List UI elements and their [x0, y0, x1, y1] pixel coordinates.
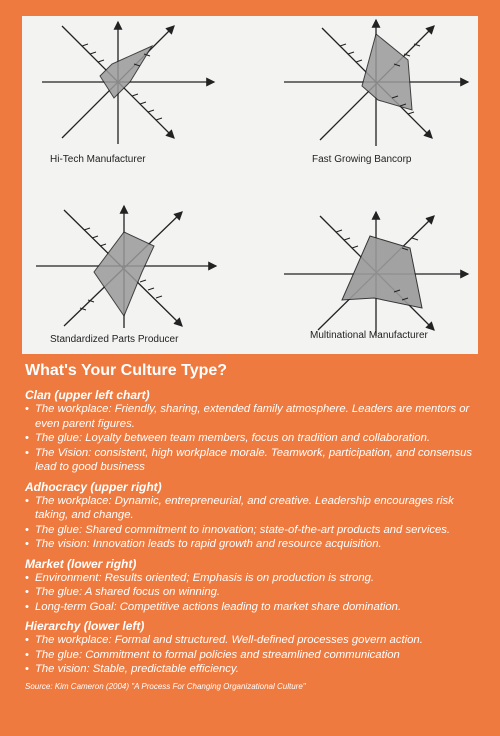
- section-title: Market (lower right): [25, 556, 137, 571]
- bullet-glyph: •: [25, 586, 29, 598]
- chart-label: Hi-Tech Manufacturer: [50, 154, 146, 165]
- bullet-glyph: •: [25, 634, 29, 646]
- bullet-item: [25, 402, 487, 431]
- bullet-item: [25, 648, 487, 663]
- bullet-item: [25, 494, 487, 523]
- bullet-text: The Vision: consistent, high workplace morale. Teamwork, participation, and consensus lead to good business: [35, 446, 473, 473]
- bullet-glyph: •: [25, 523, 29, 536]
- bullet-glyph: •: [25, 600, 29, 613]
- bullet-text: The vision: Innovation leads to rapid growth and resource acquisition.: [35, 538, 382, 550]
- chart-standardized-parts: [36, 206, 216, 345]
- bullet-glyph: •: [25, 648, 29, 661]
- culture-sections: [25, 388, 487, 677]
- bullet-glyph: •: [25, 432, 29, 444]
- culture-section: [25, 557, 487, 615]
- culture-profile-shape: [362, 34, 412, 110]
- bullet-glyph: •: [25, 403, 29, 415]
- chart-fast-growing-bancorp: [284, 20, 468, 165]
- section-title: Adhocracy (upper right): [25, 479, 162, 494]
- bullet-text: The workplace: Dynamic, entrepreneurial, and creative. Leadership encourages risk taking, and change.: [35, 494, 454, 521]
- chart-label: Fast Growing Bancorp: [312, 154, 412, 165]
- culture-section: [25, 619, 487, 677]
- bullet-item: [25, 537, 487, 552]
- culture-profile-shape: [342, 236, 422, 308]
- section-title: Hierarchy (lower left): [25, 619, 145, 633]
- bullet-text: The glue: Loyalty between team members, focus on tradition and collaboration.: [35, 432, 430, 444]
- bullet-text: Long-term Goal: Competitive actions leading to market share domination.: [35, 600, 402, 613]
- culture-charts-photo: [22, 16, 478, 354]
- bullet-text: The workplace: Friendly, sharing, extended family atmosphere. Leaders are mentors or even parent figures.: [35, 403, 470, 430]
- bullet-glyph: •: [25, 494, 29, 507]
- page-title: What's Your Culture Type?: [25, 362, 228, 379]
- bullet-text: The glue: Commitment to formal policies and streamlined communication: [35, 648, 400, 661]
- bullet-text: The glue: A shared focus on winning.: [35, 586, 221, 598]
- chart-label: Standardized Parts Producer: [50, 334, 179, 345]
- bullet-glyph: •: [25, 446, 29, 459]
- bullet-glyph: •: [25, 663, 29, 675]
- chart-hi-tech: [42, 22, 214, 165]
- source-citation: Source: Kim Cameron (2004) "A Process For Changing Organizational Culture": [25, 681, 306, 691]
- bullet-item: [25, 523, 487, 538]
- chart-label: Multinational Manufacturer: [310, 330, 428, 341]
- culture-section: [25, 480, 487, 552]
- culture-charts-svg: [22, 16, 478, 354]
- bullet-text: The workplace: Formal and structured. Well-defined processes govern action.: [35, 634, 423, 646]
- culture-section: [25, 388, 487, 475]
- bullet-item: [25, 600, 487, 615]
- chart-multinational: [284, 212, 468, 341]
- bullet-item: [25, 585, 487, 600]
- bullet-text: Environment: Results oriented; Emphasis is on production is strong.: [35, 571, 375, 584]
- bullet-item: [25, 633, 487, 648]
- bullet-item: [25, 662, 487, 677]
- bullet-text: The glue: Shared commitment to innovation; state-of-the-art products and services.: [35, 523, 451, 536]
- section-title: Clan (upper left chart): [25, 388, 150, 402]
- bullet-glyph: •: [25, 571, 29, 584]
- bullet-item: [25, 571, 487, 586]
- bullet-item: [25, 431, 487, 446]
- bullet-text: The vision: Stable, predictable efficiency.: [35, 663, 239, 675]
- culture-type-text: [25, 362, 487, 691]
- bullet-glyph: •: [25, 538, 29, 550]
- bullet-item: [25, 446, 487, 475]
